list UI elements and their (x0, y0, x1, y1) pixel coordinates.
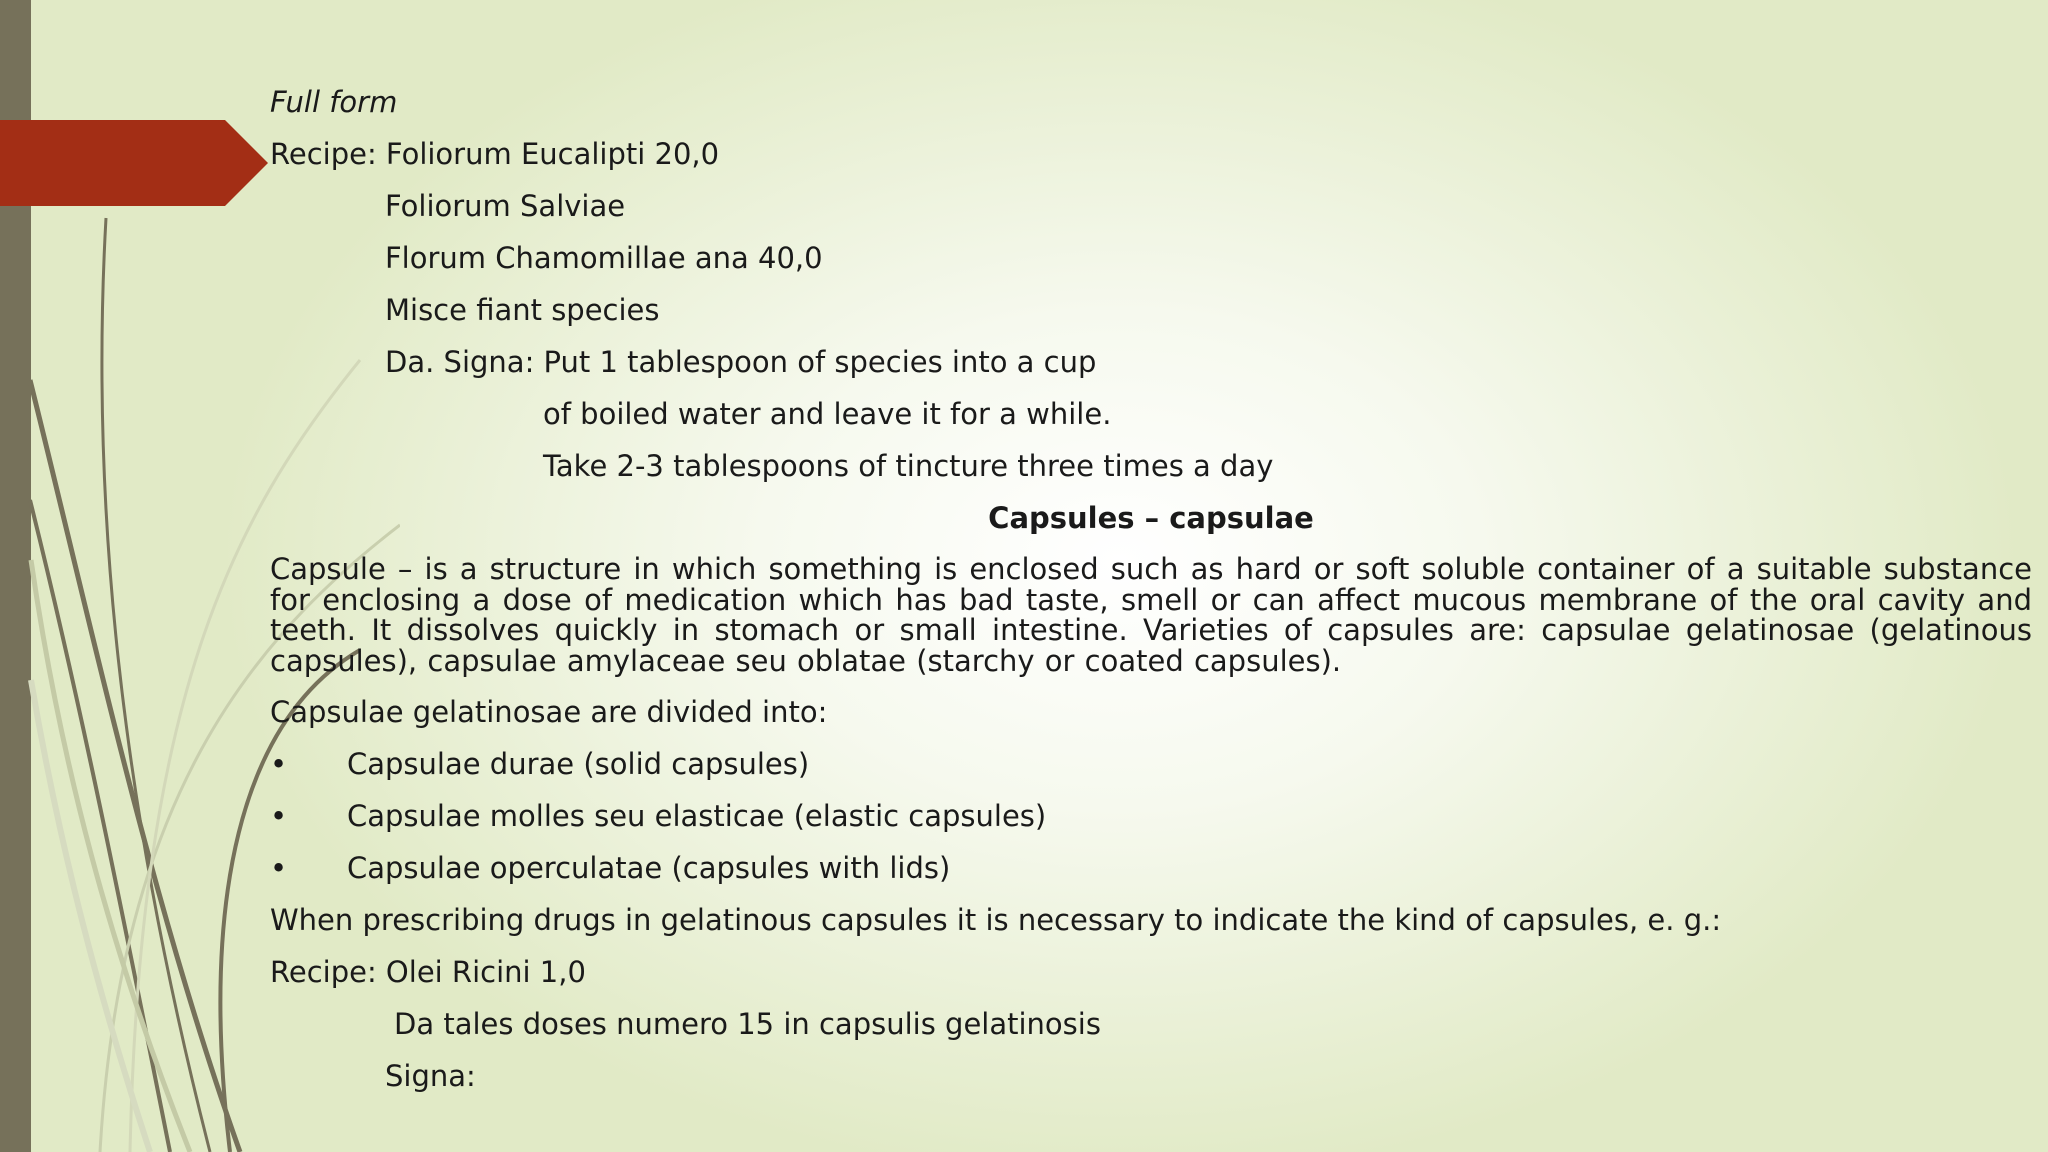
bullet-symbol: • (270, 851, 288, 885)
recipe2-line3: Signa: (385, 1059, 476, 1093)
list-item-text: Capsulae operculatae (capsules with lids) (347, 851, 951, 885)
recipe2-line2: Da tales doses numero 15 in capsulis gelatinosis (394, 1007, 1101, 1041)
list-item (270, 790, 2032, 842)
list-item-text: Capsulae molles seu elasticae (elastic capsules) (347, 799, 1047, 833)
recipe1-line7: Take 2-3 tablespoons of tincture three times a day (543, 449, 1274, 483)
section-heading (270, 492, 2032, 544)
recipe1-line5: Da. Signa: Put 1 tablespoon of species into a cup (385, 345, 1097, 379)
slide-content (270, 76, 2032, 1102)
section-heading-text: Capsules – capsulae (988, 501, 1314, 535)
list-item-text: Capsulae durae (solid capsules) (347, 747, 810, 781)
recipe1-line6: of boiled water and leave it for a while. (543, 397, 1112, 431)
recipe1-line1: Recipe: Foliorum Eucalipti 20,0 (270, 137, 720, 171)
bullet-symbol: • (270, 747, 288, 781)
recipe2-line1: Recipe: Olei Ricini 1,0 (270, 955, 586, 989)
list-item (270, 738, 2032, 790)
prescribing-note: When prescribing drugs in gelatinous capsules it is necessary to indicate the kind of capsules, e. g.: (270, 903, 1722, 937)
recipe1-line4: Misce fiant species (385, 293, 660, 327)
recipe1-line2: Foliorum Salviae (385, 189, 626, 223)
list-item (270, 842, 2032, 894)
recipe1-line3: Florum Chamomillae ana 40,0 (385, 241, 823, 275)
definition-paragraph: Capsule – is a structure in which something is enclosed such as hard or soft soluble container of a suitable substance for enclosing a dose of medication which has bad taste, smell or can affect mucous membrane of the oral cavity and teeth. It dissolves quickly in stomach or small intestine. Varieties of capsules are: capsulae gelatinosae (gelatinous capsules), capsulae amylaceae seu oblatae (starchy or coated capsules). (270, 552, 2032, 678)
bullet-symbol: • (270, 799, 288, 833)
full-form-title: Full form (270, 85, 398, 119)
divided-intro: Capsulae gelatinosae are divided into: (270, 695, 828, 729)
red-arrow-tab (0, 120, 270, 206)
